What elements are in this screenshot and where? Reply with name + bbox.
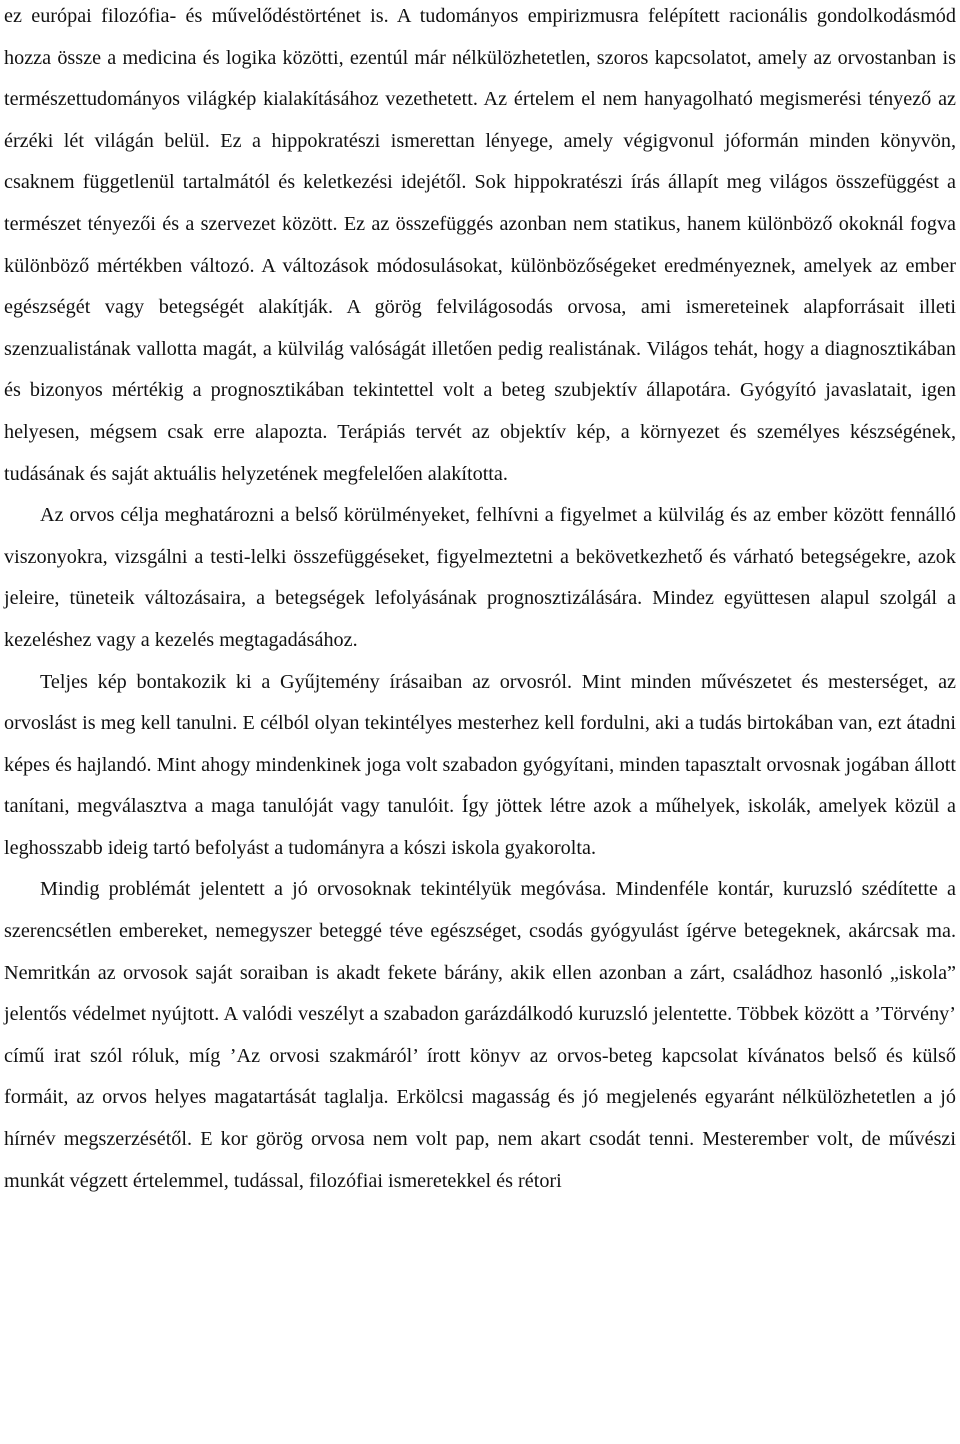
document-page bbox=[4, 0, 956, 1202]
paragraph-3: Teljes kép bontakozik ki a Gyűjtemény írásaiban az orvosról. Mint minden művészetet és mesterséget, az orvoslást is meg kell tanulni. E célból olyan tekintélyes mesterhez kell fordulni, aki a tudás birtokában van, ezt átadni képes és hajlandó. Mint ahogy mindenkinek joga volt szabadon gyógyítani, minden tapasztalt orvosnak jogában állott tanítani, megválasztva a maga tanulóját vagy tanulóit. Így jöttek létre azok a műhelyek, iskolák, amelyek közül a leghosszabb ideig tartó befolyást a tudományra a kószi iskola gyakorolta. bbox=[4, 670, 956, 859]
paragraph-4: Mindig problémát jelentett a jó orvosoknak tekintélyük megóvása. Mindenféle kontár, kuruzsló szédítette a szerencsétlen embereket, nemegyszer beteggé téve egészséget, csodás gyógyulást ígérve betegeknek, akárcsak ma. Nemritkán az orvosok saját soraiban is akadt fekete bárány, akik ellen azonban a zárt, családhoz hasonló „iskola” jelentős védelmet nyújtott. A valódi veszélyt a szabadon garázdálkodó kuruzsló jelentette. Többek között a ’Törvény’ című irat szól róluk, míg ’Az orvosi szakmáról’ írott könyv az orvos-beteg kapcsolat kívánatos belső és külső formáit, az orvos helyes magatartását taglalja. Erkölcsi magasság és jó megjelenés egyaránt nélkülözhetetlen a jó hírnév megszerzésétől. E kor görög orvosa nem volt pap, nem akart csodát tenni. Mesterember volt, de művészi munkát végzett értelemmel, tudással, filozófiai ismeretekkel és rétori bbox=[4, 878, 956, 1192]
paragraph-2: Az orvos célja meghatározni a belső körülményeket, felhívni a figyelmet a külvilág és az ember között fennálló viszonyokra, vizsgálni a testi-lelki összefüggéseket, figyelmeztetni a bekövetkezhető és várható betegségekre, azok jeleire, tüneteik változásaira, a betegségek lefolyásának prognosztizálására. Mindez együttesen alapul szolgál a kezeléshez vagy a kezelés megtagadásához. bbox=[4, 504, 956, 651]
paragraph-1: ez európai filozófia- és művelődéstörténet is. A tudományos empirizmusra felépített racionális gondolkodásmód hozza össze a medicina és logika közötti, ezentúl már nélkülözhetetlen, szoros kapcsolatot, amely az orvostanban is természettudományos világkép kialakításához vezethetett. Az értelem el nem hanyagolható megismerési tényező az érzéki lét világán belül. Ez a hippokratészi ismerettan lényege, amely végigvonul jóformán minden könyvön, csaknem függetlenül tartalmától és keletkezési idejétől. Sok hippokratészi írás állapít meg világos összefüggést a természet tényezői és a szervezet között. Ez az összefüggés azonban nem statikus, hanem különböző okoknál fogva különböző mértékben változó. A változások módosulásokat, különbözőségeket eredményeznek, amelyek az ember egészségét vagy betegségét alakítják. A görög felvilágosodás orvosa, ami ismereteinek alapforrásait illeti szenzualistának vallotta magát, a külvilág valóságát illetően pedig realistának. Világos tehát, hogy a diagnosztikában és bizonyos mértékig a prognosztikában tekintettel volt a beteg szubjektív állapotára. Gyógyító javaslatait, igen helyesen, mégsem csak erre alapozta. Terápiás tervét az objektív kép, a környezet és személyes készségének, tudásának és saját aktuális helyzetének megfelelően alakította. bbox=[4, 5, 956, 485]
